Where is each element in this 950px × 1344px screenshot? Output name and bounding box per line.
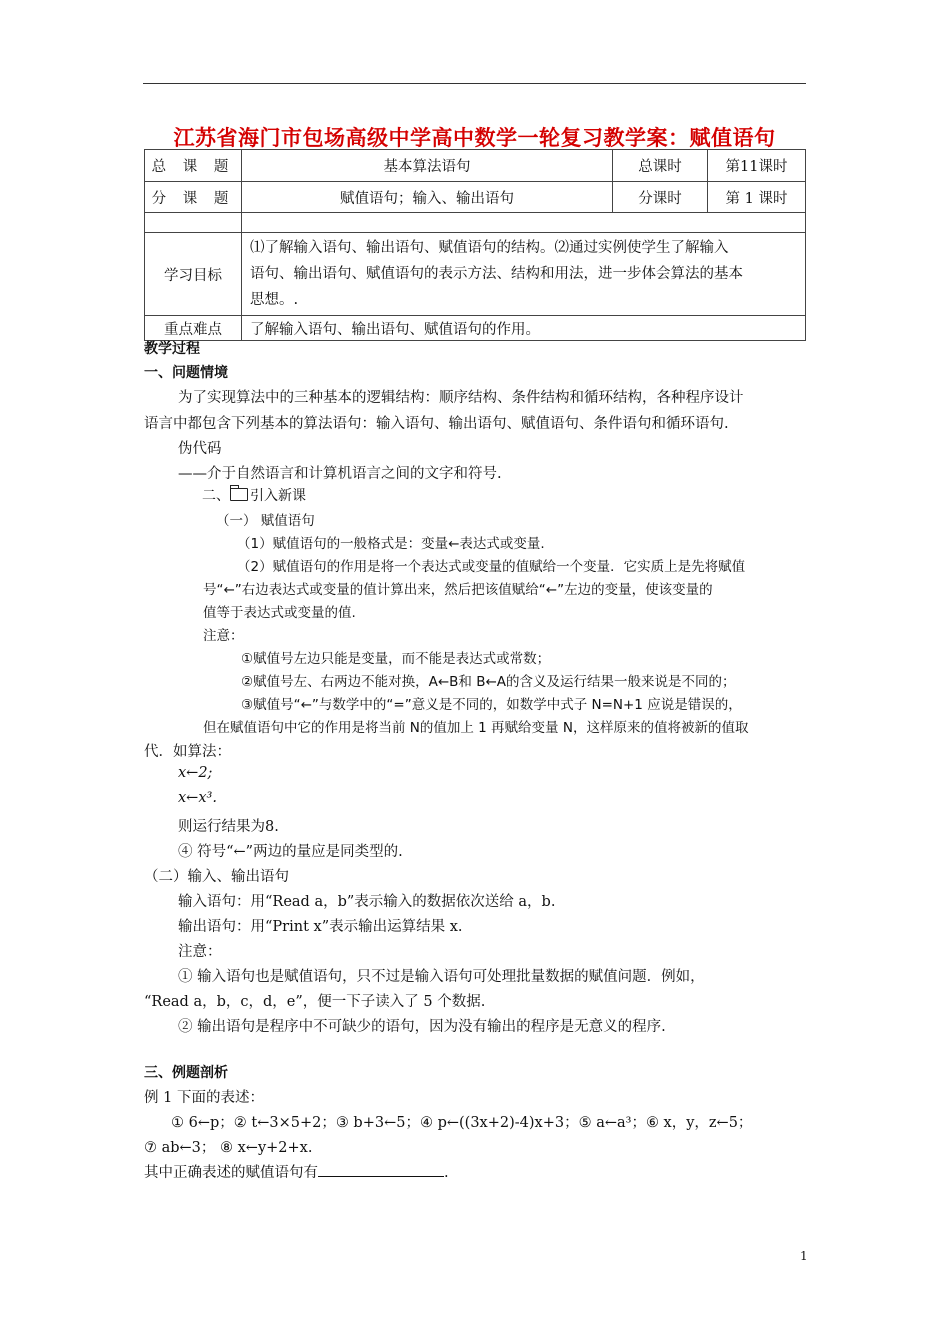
- paragraph: 号“←”右边表达式或变量的值计算出来，然后把该值赋给“←”左边的变量，使该变量的: [203, 582, 713, 598]
- course-info-table: [144, 149, 806, 341]
- note-item: ③赋值号“←”与数学中的“=”意义是不同的，如数学中式子 N=N+1 应说是错误的，: [241, 697, 742, 713]
- key-points-label: 重点难点: [145, 316, 242, 341]
- note-item: ② 输出语句是程序中不可缺少的语句，因为没有输出的程序是无意义的程序.: [178, 1019, 666, 1035]
- subsection-title: （二）输入、输出语句: [144, 869, 289, 885]
- note-item: ②赋值号左、右两边不能对换，A←B和 B←A的含义及运行结果一般来说是不同的；: [241, 674, 736, 690]
- example-line: ① 6←p；② t←3×5+2；③ b+3←5；④ p←((3x+2)-4)x+3；⑤ a←a³；⑥ x，y，z←5；: [171, 1115, 753, 1131]
- key-points-text: 了解输入语句、输出语句、赋值语句的作用。: [242, 316, 806, 341]
- example-title: 例 1 下面的表述：: [144, 1090, 264, 1106]
- note-item: ① 输入语句也是赋值语句，只不过是输入语句可处理批量数据的赋值问题．例如，: [178, 969, 705, 985]
- paragraph: 则运行结果为8.: [178, 819, 279, 835]
- note-item: ①赋值号左边只能是变量，而不能是表达式或常数；: [241, 651, 551, 667]
- paragraph: 输入语句：用“Read a，b”表示输入的数据依次送给 a，b.: [178, 894, 556, 910]
- algorithm-line: x←2;: [178, 765, 213, 781]
- paragraph: （2）赋值语句的作用是将一个表达式或变量的值赋给一个变量．它实质上是先将赋值: [237, 559, 746, 575]
- note-item: “Read a，b，c，d，e”，便一下子读入了 5 个数据.: [144, 994, 486, 1010]
- section-3-title: 三、例题剖析: [144, 1065, 228, 1081]
- answer-blank[interactable]: [318, 1164, 444, 1177]
- total-topic-label: 总 课 题: [145, 150, 242, 182]
- table-row: [145, 182, 806, 213]
- sub-hours-label: 分课时: [613, 182, 708, 213]
- paragraph: 输出语句：用“Print x”表示输出运算结果 x.: [178, 919, 463, 935]
- table-row: [145, 150, 806, 182]
- paragraph: 值等于表达式或变量的值.: [203, 605, 356, 621]
- folder-icon: [230, 488, 248, 501]
- paragraph: 代．如算法：: [144, 744, 231, 760]
- header-rule: [143, 83, 806, 84]
- total-topic-value: 基本算法语句: [242, 150, 613, 182]
- document-title: 江苏省海门市包场高级中学高中数学一轮复习教学案：赋值语句: [173, 126, 776, 150]
- total-hours-value: 第11课时: [708, 150, 806, 182]
- algorithm-line: x←x³.: [178, 790, 217, 806]
- note-label: 注意：: [203, 628, 244, 644]
- example-question: 其中正确表述的赋值语句有 .: [144, 1165, 449, 1181]
- section-1-title: 一、问题情境: [144, 365, 228, 381]
- paragraph: ④ 符号“←”两边的量应是同类型的.: [178, 844, 403, 860]
- paragraph: 为了实现算法中的三种基本的逻辑结构：顺序结构、条件结构和循环结构，各种程序设计: [178, 390, 744, 406]
- page-number: 1: [800, 1249, 808, 1263]
- sub-topic-label: 分 课 题: [145, 182, 242, 213]
- sub-topic-value: 赋值语句；输入、输出语句: [242, 182, 613, 213]
- paragraph: （1）赋值语句的一般格式是：变量←表达式或变量.: [237, 536, 545, 552]
- table-row: [145, 233, 806, 316]
- table-row: [145, 316, 806, 341]
- subsection-title: （一） 赋值语句: [216, 513, 315, 529]
- note-item: 但在赋值语句中它的作用是将当前 N的值加上 1 再赋给变量 N，这样原来的值将被新的值取: [203, 720, 749, 736]
- paragraph: 伪代码: [178, 441, 222, 457]
- goal-label: 学习目标: [145, 233, 242, 316]
- section-2-title: 二、 引入新课: [202, 488, 306, 504]
- total-hours-label: 总课时: [613, 150, 708, 182]
- paragraph: ——介于自然语言和计算机语言之间的文字和符号.: [178, 466, 502, 482]
- paragraph: 语言中都包含下列基本的算法语句：输入语句、输出语句、赋值语句、条件语句和循环语句.: [144, 416, 729, 432]
- table-row-empty: [145, 213, 806, 233]
- note-label: 注意：: [178, 944, 222, 960]
- example-line: ⑦ ab←3； ⑧ x←y+2+x.: [144, 1140, 313, 1156]
- sub-hours-value: 第 1 课时: [708, 182, 806, 213]
- section-process: 教学过程: [144, 341, 200, 357]
- goal-text: ⑴了解输入语句、输出语句、赋值语句的结构。⑵通过实例使学生了解输入 语句、输出语句、赋值语句的表示方法、结构和用法，进一步体会算法的基本 思想。.: [242, 233, 806, 316]
